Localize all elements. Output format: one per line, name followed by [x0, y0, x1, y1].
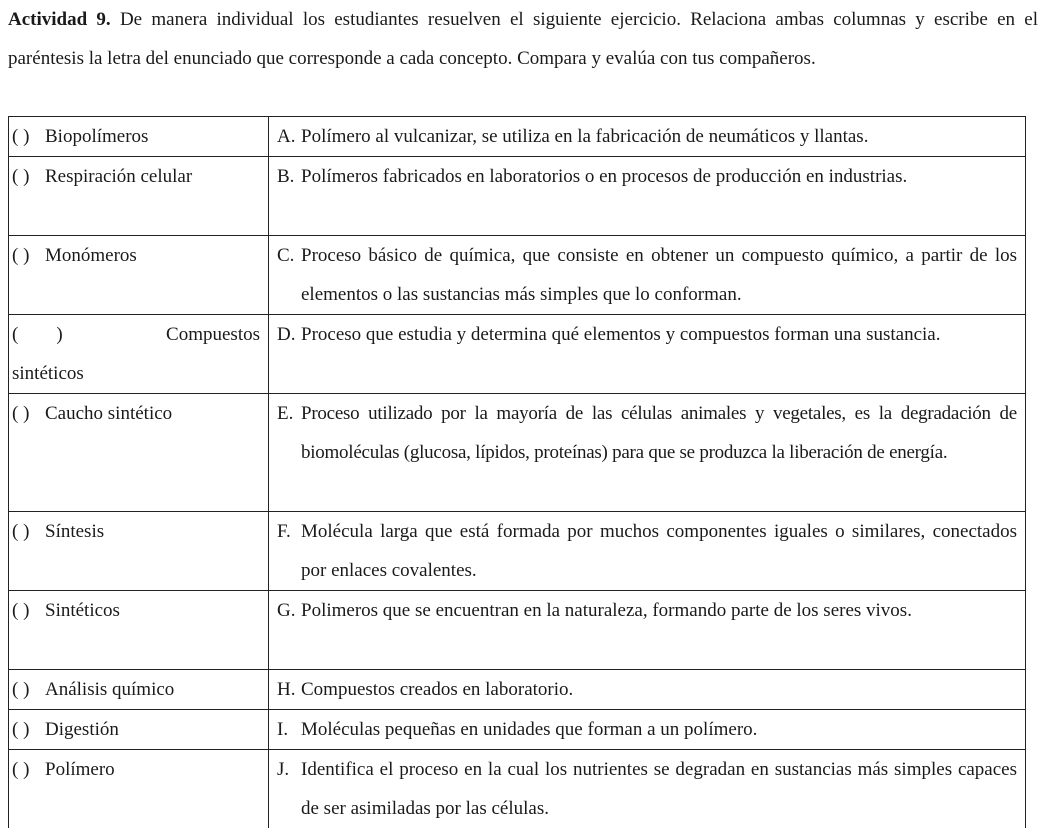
answer-parenthesis[interactable]: ( ) — [12, 759, 30, 780]
definition-text: Identifica el proceso en la cual los nutrientes se degradan en sustancias más simples capaces de ser asimiladas por las células. — [301, 759, 1017, 819]
concept-label: Biopolímeros — [45, 126, 149, 147]
concept-label: Sintéticos — [45, 600, 120, 621]
definition-letter: F. — [277, 521, 291, 542]
definition-letter: H. — [277, 679, 296, 700]
definition-cell — [269, 117, 1026, 157]
table-row — [9, 117, 1026, 157]
definition-cell — [269, 315, 1026, 394]
concept-label-continued: sintéticos — [12, 363, 84, 384]
concept-cell — [9, 512, 269, 591]
concept-cell — [9, 157, 269, 236]
concept-label: Polímero — [45, 759, 115, 780]
definition-letter: C. — [277, 245, 295, 266]
concept-label: Compuestos — [166, 324, 260, 345]
concept-cell — [9, 670, 269, 710]
definition-text: Proceso básico de química, que consiste en obtener un compuesto químico, a partir de los elementos o las sustancias más simples que lo conforman. — [301, 245, 1017, 305]
definition-text: Molécula larga que está formada por muchos componentes iguales o similares, conectados por enlaces covalentes. — [301, 521, 1017, 581]
concept-cell — [9, 710, 269, 750]
matching-table — [8, 116, 1026, 828]
concept-cell — [9, 591, 269, 670]
definition-cell — [269, 670, 1026, 710]
definition-letter: E. — [277, 403, 294, 424]
definition-text: Proceso que estudia y determina qué elementos y compuestos forman una sustancia. — [301, 324, 941, 345]
definition-letter: A. — [277, 126, 296, 147]
concept-label: Caucho sintético — [45, 403, 173, 424]
definition-cell — [269, 236, 1026, 315]
answer-parenthesis[interactable]: ( ) — [12, 245, 30, 266]
concept-cell — [9, 394, 269, 512]
definition-cell — [269, 394, 1026, 512]
definition-letter: B. — [277, 166, 295, 187]
concept-label: Respiración celular — [45, 166, 193, 187]
definition-letter: J. — [277, 759, 290, 780]
table-row — [9, 236, 1026, 315]
definition-cell — [269, 591, 1026, 670]
definition-text: Moléculas pequeñas en unidades que forman a un polímero. — [301, 719, 758, 740]
concept-cell — [9, 750, 269, 829]
concept-cell — [9, 117, 269, 157]
concept-cell — [9, 236, 269, 315]
definition-text: Compuestos creados en laboratorio. — [301, 679, 574, 700]
answer-parenthesis[interactable]: ( ) — [12, 679, 30, 700]
answer-parenthesis[interactable]: ( ) — [12, 521, 30, 542]
definition-text: Polimeros que se encuentran en la naturaleza, formando parte de los seres vivos. — [301, 600, 912, 621]
activity-instructions — [8, 0, 1038, 78]
answer-parenthesis[interactable]: ( ) — [12, 719, 30, 740]
definition-text: Polímeros fabricados en laboratorios o en procesos de producción en industrias. — [301, 166, 908, 187]
definition-text: Proceso utilizado por la mayoría de las células animales y vegetales, es la degradación de biomoléculas (glucosa, lípidos, proteínas) para que se produzca la liberación de energía. — [301, 403, 1017, 463]
table-row — [9, 710, 1026, 750]
definition-cell — [269, 750, 1026, 829]
table-row — [9, 512, 1026, 591]
definition-letter: G. — [277, 600, 296, 621]
answer-parenthesis[interactable]: ( ) — [12, 403, 30, 424]
activity-text: De manera individual los estudiantes resuelven el siguiente ejercicio. Relaciona ambas columnas y escribe en el paréntesis la letra del enunciado que corresponde a cada concepto. Compara y evalúa con tus compañeros. — [8, 9, 1038, 69]
answer-parenthesis[interactable]: ( ) — [12, 166, 30, 187]
answer-parenthesis[interactable]: ( ) — [12, 600, 30, 621]
concept-label: Monómeros — [45, 245, 137, 266]
concept-label: Digestión — [45, 719, 119, 740]
table-row — [9, 750, 1026, 829]
answer-parenthesis[interactable]: ( ) — [12, 324, 63, 345]
definition-letter: D. — [277, 324, 296, 345]
answer-parenthesis[interactable]: ( ) — [12, 126, 30, 147]
concept-label: Análisis químico — [45, 679, 175, 700]
definition-text: Polímero al vulcanizar, se utiliza en la fabricación de neumáticos y llantas. — [301, 126, 869, 147]
definition-letter: I. — [277, 719, 289, 740]
definition-cell — [269, 710, 1026, 750]
table-row — [9, 394, 1026, 512]
table-row — [9, 315, 1026, 394]
table-row — [9, 157, 1026, 236]
table-row — [9, 591, 1026, 670]
definition-cell — [269, 157, 1026, 236]
concept-label: Síntesis — [45, 521, 105, 542]
concept-cell — [9, 315, 269, 394]
definition-cell — [269, 512, 1026, 591]
table-row — [9, 670, 1026, 710]
activity-title: Actividad 9. — [8, 9, 111, 30]
